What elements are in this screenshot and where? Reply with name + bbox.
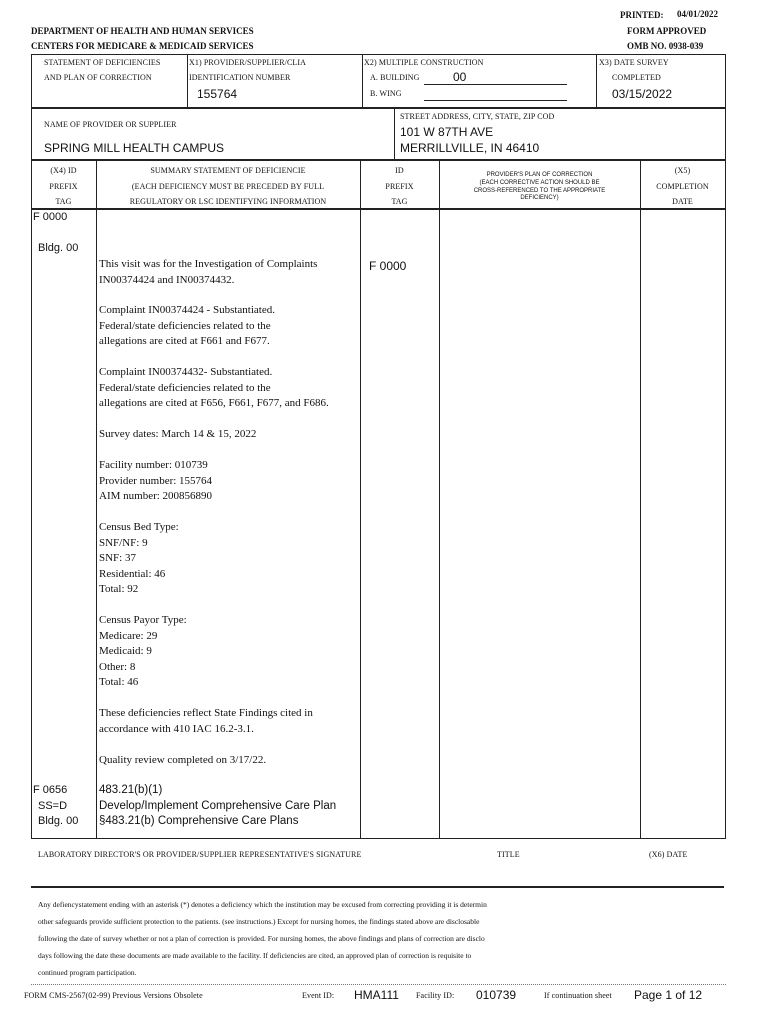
column-divider [640,160,641,838]
column-divider [31,160,32,838]
completion-header: DATE [672,197,693,206]
form-approved: FORM APPROVED [627,26,707,36]
completion-header: (X5) [674,166,691,175]
summary-paragraph [99,303,364,350]
provider-id-label: IDENTIFICATION NUMBER [189,73,291,82]
summary-line: allegations are cited at F656, F661, F677, and F686. [99,397,329,409]
box-divider [596,54,597,107]
id-header: TAG [391,197,408,206]
plan-header: CROSS-REFERENCED TO THE APPROPRIATE [473,188,606,194]
provider-box-border [31,159,726,161]
facility-id-label: Facility ID: [416,991,455,1000]
statement-label: STATEMENT OF DEFICIENCIES [44,58,161,67]
disclaimer [38,896,487,981]
summary-line: This visit was for the Investigation of Complaints [99,258,318,270]
disclaimer-line: continued program participation. [38,968,137,977]
printed-date: 04/01/2022 [677,9,719,19]
summary-line: allegations are cited at F661 and F677. [99,335,270,347]
printed-label: PRINTED: [620,10,664,20]
date-label: (X6) DATE [649,850,688,859]
column-divider [96,160,97,838]
plan-header: (EACH CORRECTIVE ACTION SHOULD BE [479,180,600,186]
building-value: 00 [453,70,467,84]
provider-name-label: NAME OF PROVIDER OR SUPPLIER [44,120,177,129]
box-divider [362,54,363,107]
prefix-tag: F 0656 [33,784,68,796]
summary-line: Federal/state deficiencies related to the [99,319,271,332]
summary-line: These deficiencies reflect State Findings cited in [99,707,313,719]
lab-director-signature-label: LABORATORY DIRECTOR'S OR PROVIDER/SUPPLIER REPRESENTATIVE'S SIGNATURE [38,850,362,859]
summary-paragraph [99,520,364,598]
footer-rule [31,984,726,985]
form-number: FORM CMS-2567(02-99) Previous Versions Obsolete [24,991,203,1000]
summary-line: Medicare: 29 [99,629,158,642]
summary-paragraph [99,458,364,505]
title-label: TITLE [497,850,520,859]
signature-bottom-border [31,886,724,888]
regulation-line: §483.21(b) Comprehensive Care Plans [99,815,299,827]
wing-underline [424,100,567,101]
disclaimer-line: days following the date these documents are made available to the facility. If deficiencies are cited, an approved plan of correction is requisite to [38,951,472,960]
address-line-1: 101 W 87TH AVE [400,125,494,139]
wing-label: B. WING [370,89,402,98]
x4-header: (X4) ID [50,166,77,175]
summary-line: Census Bed Type: [99,521,179,533]
centers-name: CENTERS FOR MEDICARE & MEDICAID SERVICES [31,41,254,51]
building-underline [424,84,567,85]
id-prefix-tag: F 0000 [369,259,407,273]
continuation-label: If continuation sheet [544,991,612,1000]
completion-header: COMPLETION [656,182,709,191]
provider-id-number: 155764 [197,87,238,101]
building-tag: Bldg. 00 [38,242,79,254]
provider-id-label: X1) PROVIDER/SUPPLIER/CLIA [189,58,307,67]
summary-line: IN00374424 and IN00374432. [99,273,235,286]
date-completed: 03/15/2022 [612,87,673,101]
id-header: ID [395,166,404,175]
summary-line: Federal/state deficiencies related to the [99,381,271,394]
building-label: A. BUILDING [370,73,420,82]
address-line-2: MERRILLVILLE, IN 46410 [400,141,540,155]
summary-line: SNF: 37 [99,552,136,564]
column-header-border [31,208,726,210]
summary-line: Total: 46 [99,676,139,688]
summary-line: Complaint IN00374432- Substantiated. [99,366,273,378]
x4-header: TAG [55,197,72,206]
date-survey-label: COMPLETED [612,73,661,82]
summary-paragraph [99,365,364,412]
column-divider [725,160,726,838]
summary-line: Complaint IN00374424 - Substantiated. [99,304,275,316]
statement-label: AND PLAN OF CORRECTION [44,73,152,82]
summary-paragraph [99,613,364,691]
event-id: HMA111 [354,988,399,1002]
regulation-line: Develop/Implement Comprehensive Care Plan [99,799,337,812]
multiple-construction-label: X2) MULTIPLE CONSTRUCTION [364,58,484,67]
summary-line: Census Payor Type: [99,614,187,626]
address-label: STREET ADDRESS, CITY, STATE, ZIP COD [400,112,555,121]
x4-header: PREFIX [49,182,78,191]
box-divider [31,54,32,107]
summary-paragraph [99,706,364,737]
scope-severity: SS=D [38,800,68,812]
summary-line: accordance with 410 IAC 16.2-3.1. [99,722,254,735]
summary-line: Survey dates: March 14 & 15, 2022 [99,428,257,440]
page-number: Page 1 of 12 [634,988,703,1002]
summary-header: SUMMARY STATEMENT OF DEFICIENCIE [150,166,306,175]
box-divider [725,54,726,107]
disclaimer-line: other safeguards provide sufficient protection to the patients. (see instructions.) Except for nursing homes, the findings stated above are disclosable [38,917,480,926]
disclaimer-line: Any defiencystatement ending with an asterisk (*) denotes a deficiency which the institution may be excused from correcting providing it is determin [38,900,487,909]
box-divider [187,54,188,107]
signature-top-border [31,838,726,839]
date-survey-label: X3) DATE SURVEY [599,58,669,67]
summary-line: Total: 92 [99,583,139,595]
summary-paragraph [99,427,364,443]
regulation-paragraph [99,783,364,830]
id-header: PREFIX [385,182,414,191]
summary-line: Quality review completed on 3/17/22. [99,754,267,766]
summary-line: Other: 8 [99,660,136,673]
department-name: DEPARTMENT OF HEALTH AND HUMAN SERVICES [31,26,254,36]
summary-line: Facility number: 010739 [99,459,208,471]
facility-id: 010739 [476,988,517,1002]
regulation-line: 483.21(b)(1) [99,784,163,796]
plan-header: DEFICIENCY) [520,195,559,201]
summary-line: Medicaid: 9 [99,645,152,657]
summary-paragraph [99,257,364,288]
box-divider [31,107,32,159]
summary-paragraph [99,753,364,769]
omb-number: OMB NO. 0938-039 [627,41,704,51]
top-box-border [31,107,726,109]
summary-header: REGULATORY OR LSC IDENTIFYING INFORMATION [129,197,327,206]
plan-header: PROVIDER'S PLAN OF CORRECTION [486,172,593,178]
box-divider [725,107,726,159]
column-divider [439,160,440,838]
summary-line: AIM number: 200856890 [99,490,213,502]
summary-line: SNF/NF: 9 [99,536,148,549]
top-box-border [31,54,726,55]
building-tag: Bldg. 00 [38,815,79,827]
prefix-tag: F 0000 [33,211,68,223]
provider-name: SPRING MILL HEALTH CAMPUS [44,141,225,155]
summary-header: (EACH DEFICIENCY MUST BE PRECEDED BY FULL [131,182,325,191]
summary-line: Residential: 46 [99,567,166,580]
event-id-label: Event ID: [302,991,335,1000]
box-divider [394,107,395,159]
summary-line: Provider number: 155764 [99,474,213,487]
disclaimer-line: following the date of survey whether or not a plan of correction is provided. For nursing homes, the above findings and plans of correction are disclo [38,934,485,943]
